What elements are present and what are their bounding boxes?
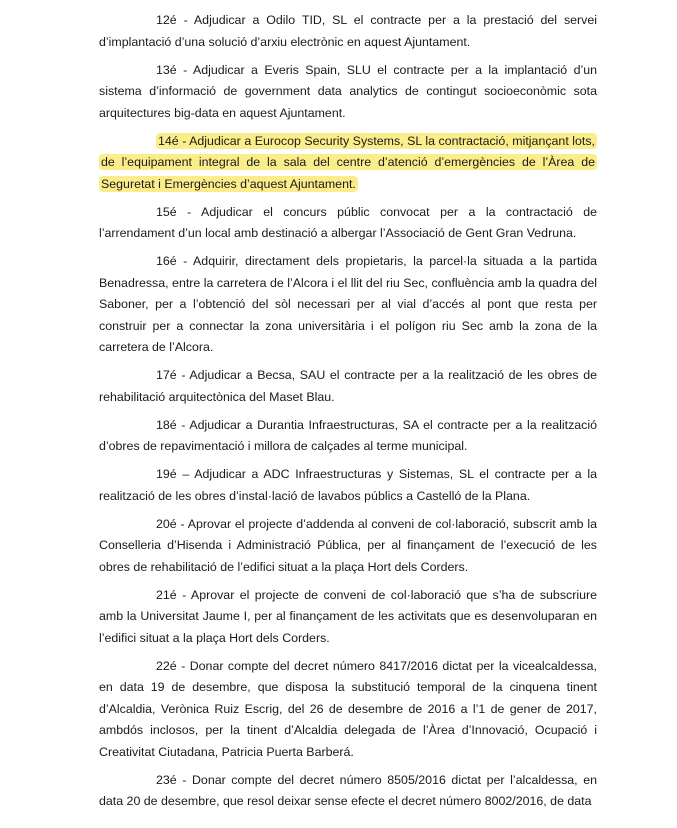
- paragraph-item-15: [99, 202, 597, 245]
- paragraph-text: 22é - Donar compte del decret número 8417/2016 dictat per la vicealcaldessa, en data 19 de desembre, que disposa la substitució temporal de la cinquena tinent d’Alcaldia, Verònica Ruiz Escrig, del 26 de desembre de 2016 a l’1 de gener de 2017, ambdós inclosos, per la tinent d’Alcaldia delegada de l’Àrea d’Innovació, Ocupació i Creativitat Ciutadana, Patricia Puerta Barberá.: [99, 658, 597, 759]
- paragraph-text: 15é - Adjudicar el concurs públic convocat per a la contractació de l’arrendament d’un local amb destinació a albergar l’Associació de Gent Gran Vedruna.: [99, 204, 597, 240]
- paragraph-text: 16é - Adquirir, directament dels propietaris, la parcel·la situada a la partida Benadressa, entre la carretera de l’Alcora i el llit del riu Sec, confluència amb la quadra del Saboner, per a l’obtenció del sòl necessari per al vial d’accés al pont que resta per construir per a connectar la zona universitària i el polígon riu Sec amb la zona de la carretera de l’Alcora.: [99, 254, 597, 354]
- paragraph-text: 12é - Adjudicar a Odilo TID, SL el contracte per a la prestació del servei d’implantació d’una solució d’arxiu electrònic en aquest Ajuntament.: [99, 13, 597, 49]
- highlighted-paragraph-text: 14é - Adjudicar a Eurocop Security Systems, SL la contractació, mitjançant lots, de l’equipament integral de la sala del centre d’atenció d’emergències de l’Àrea de Seguretat i Emergències d’aquest Ajuntament.: [101, 133, 595, 191]
- paragraph-item-14-highlighted: [99, 131, 597, 196]
- paragraph-text: 17é - Adjudicar a Becsa, SAU el contracte per a la realització de les obres de rehabilitació arquitectònica del Maset Blau.: [99, 368, 597, 404]
- paragraph-text: 19é – Adjudicar a ADC Infraestructuras y Sistemas, SL el contracte per a la realització de les obres d’instal·lació de lavabos públics a Castelló de la Plana.: [99, 467, 597, 503]
- paragraph-text: 20é - Aprovar el projecte d’addenda al conveni de col·laboració, subscrit amb la Conselleria d’Hisenda i Administració Pública, per al finançament de l’execució de les obres de rehabilitació de l’edifici situat a la plaça Hort dels Corders.: [99, 516, 597, 574]
- paragraph-item-20: [99, 514, 597, 579]
- paragraph-item-22: [99, 656, 597, 764]
- paragraph-text: 18é - Adjudicar a Durantia Infraestructuras, SA el contracte per a la realització d’obres de repavimentació i millora de calçades al terme municipal.: [99, 417, 597, 453]
- paragraph-item-23: [99, 770, 597, 813]
- document-page: [99, 10, 597, 819]
- paragraph-text: 21é - Aprovar el projecte de conveni de col·laboració que s’ha de subscriure amb la Universitat Jaume I, per al finançament de les activitats que es desenvoluparan en l’edifici situat a la plaça Hort dels Corders.: [99, 587, 597, 645]
- paragraph-text: 23é - Donar compte del decret número 8505/2016 dictat per l’alcaldessa, en data 20 de desembre, que resol deixar sense efecte el decret número 8002/2016, de data: [99, 772, 597, 808]
- paragraph-item-18: [99, 415, 597, 458]
- paragraph-item-19: [99, 464, 597, 507]
- paragraph-item-16: [99, 251, 597, 359]
- paragraph-item-21: [99, 585, 597, 650]
- paragraph-item-12: [99, 10, 597, 53]
- paragraph-text: 13é - Adjudicar a Everis Spain, SLU el contracte per a la implantació d’un sistema d’informació de government data analytics de contingut socioeconòmic sota arquitectures big-data en aquest Ajuntament.: [99, 62, 597, 120]
- paragraph-item-13: [99, 60, 597, 125]
- paragraph-item-17: [99, 365, 597, 408]
